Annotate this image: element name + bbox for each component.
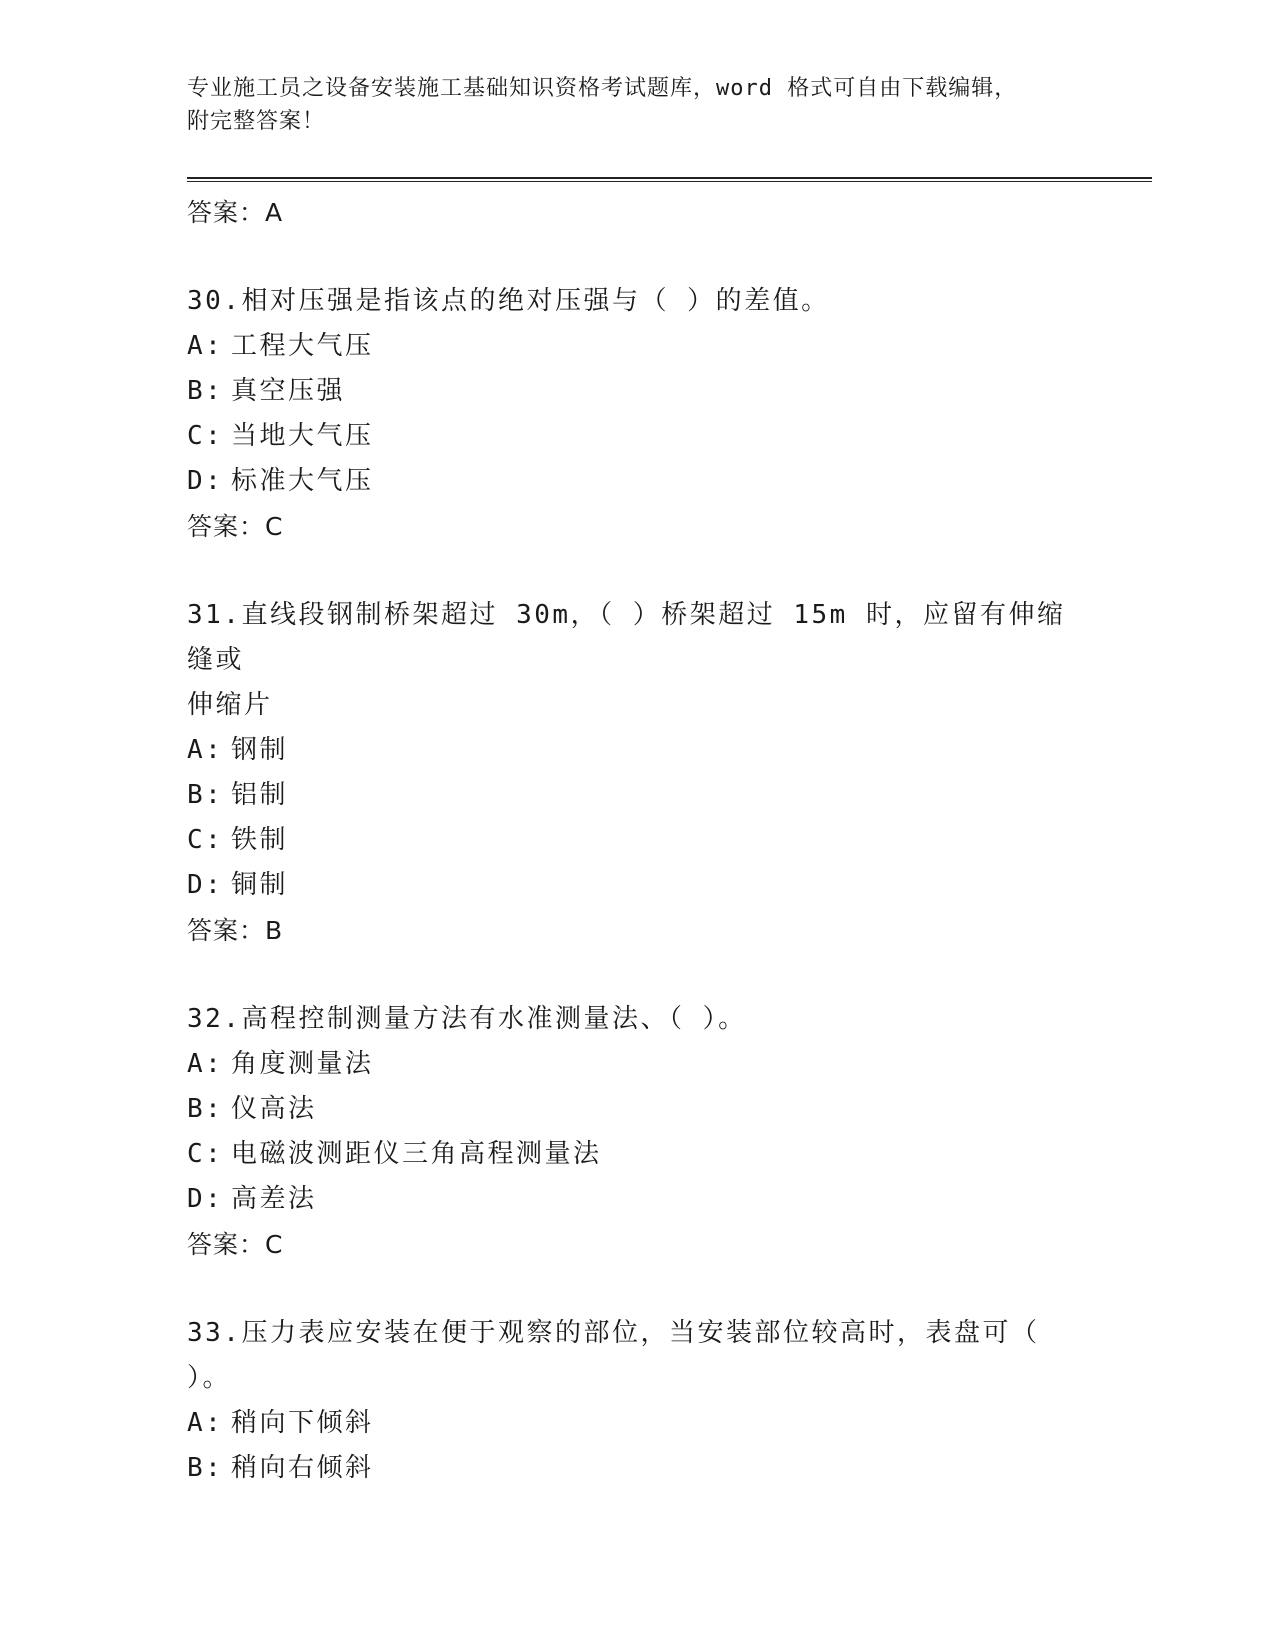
option-letter: B: [187,376,224,406]
question-text: 30.相对压强是指该点的绝对压强与（ ）的差值。 [187,286,830,316]
option-b [187,369,1087,414]
option-text: 高差法 [231,1184,317,1214]
option-text: 稍向下倾斜 [231,1408,374,1438]
question-text-line-2: 伸缩片 [187,690,273,720]
option-letter: B: [187,1094,224,1124]
option-text: 仪高法 [231,1094,317,1124]
question-text-line-1: 31.直线段钢制桥架超过 30m，（ ）桥架超过 15m 时，应留有伸缩缝或 [187,600,1066,675]
option-text: 稍向右倾斜 [231,1453,374,1483]
option-text: 钢制 [231,735,289,765]
option-c [187,414,1087,459]
option-letter: A: [187,1049,224,1079]
option-b [187,773,1087,818]
option-text: 角度测量法 [231,1049,374,1079]
document-header [187,72,1067,138]
option-text: 真空压强 [231,376,346,406]
option-letter: D: [187,1184,224,1214]
option-text: 电磁波测距仪三角高程测量法 [231,1139,602,1169]
option-text: 铜制 [231,870,289,900]
question-33 [187,1311,1087,1491]
option-letter: B: [187,1453,224,1483]
option-text: 铝制 [231,780,289,810]
option-c [187,818,1087,863]
option-text: 标准大气压 [231,466,374,496]
option-text: 工程大气压 [231,331,374,361]
header-line-2: 附完整答案！ [187,109,326,134]
option-letter: D: [187,870,224,900]
option-d [187,459,1087,504]
option-d [187,1177,1087,1222]
question-30 [187,279,1087,550]
answer-line: 答案：A [187,198,284,227]
option-text: 当地大气压 [231,421,374,451]
answer-line: 答案：B [187,916,284,945]
option-letter: A: [187,735,224,765]
question-text-line-2: ）。 [187,1363,232,1393]
option-d [187,863,1087,908]
option-text: 铁制 [231,825,289,855]
option-a [187,1401,1087,1446]
option-letter: A: [187,331,224,361]
option-letter: A: [187,1408,224,1438]
question-31 [187,593,1087,954]
header-divider [187,177,1152,182]
option-letter: C: [187,1139,224,1169]
question-text-line-1: 33.压力表应安装在便于观察的部位，当安装部位较高时，表盘可（ [187,1318,1040,1348]
document-body [187,190,1087,1491]
option-a [187,1042,1087,1087]
option-a [187,324,1087,369]
answer-line: 答案：C [187,512,284,541]
header-line-1: 专业施工员之设备安装施工基础知识资格考试题库，word 格式可自由下载编辑， [187,76,1018,101]
option-letter: C: [187,825,224,855]
option-letter: B: [187,780,224,810]
question-32 [187,997,1087,1268]
option-a [187,728,1087,773]
question-text: 32.高程控制测量方法有水准测量法、（ ）。 [187,1004,747,1034]
option-c [187,1132,1087,1177]
option-b [187,1087,1087,1132]
answer-line: 答案：C [187,1230,284,1259]
option-letter: D: [187,466,224,496]
option-letter: C: [187,421,224,451]
option-b [187,1446,1087,1491]
